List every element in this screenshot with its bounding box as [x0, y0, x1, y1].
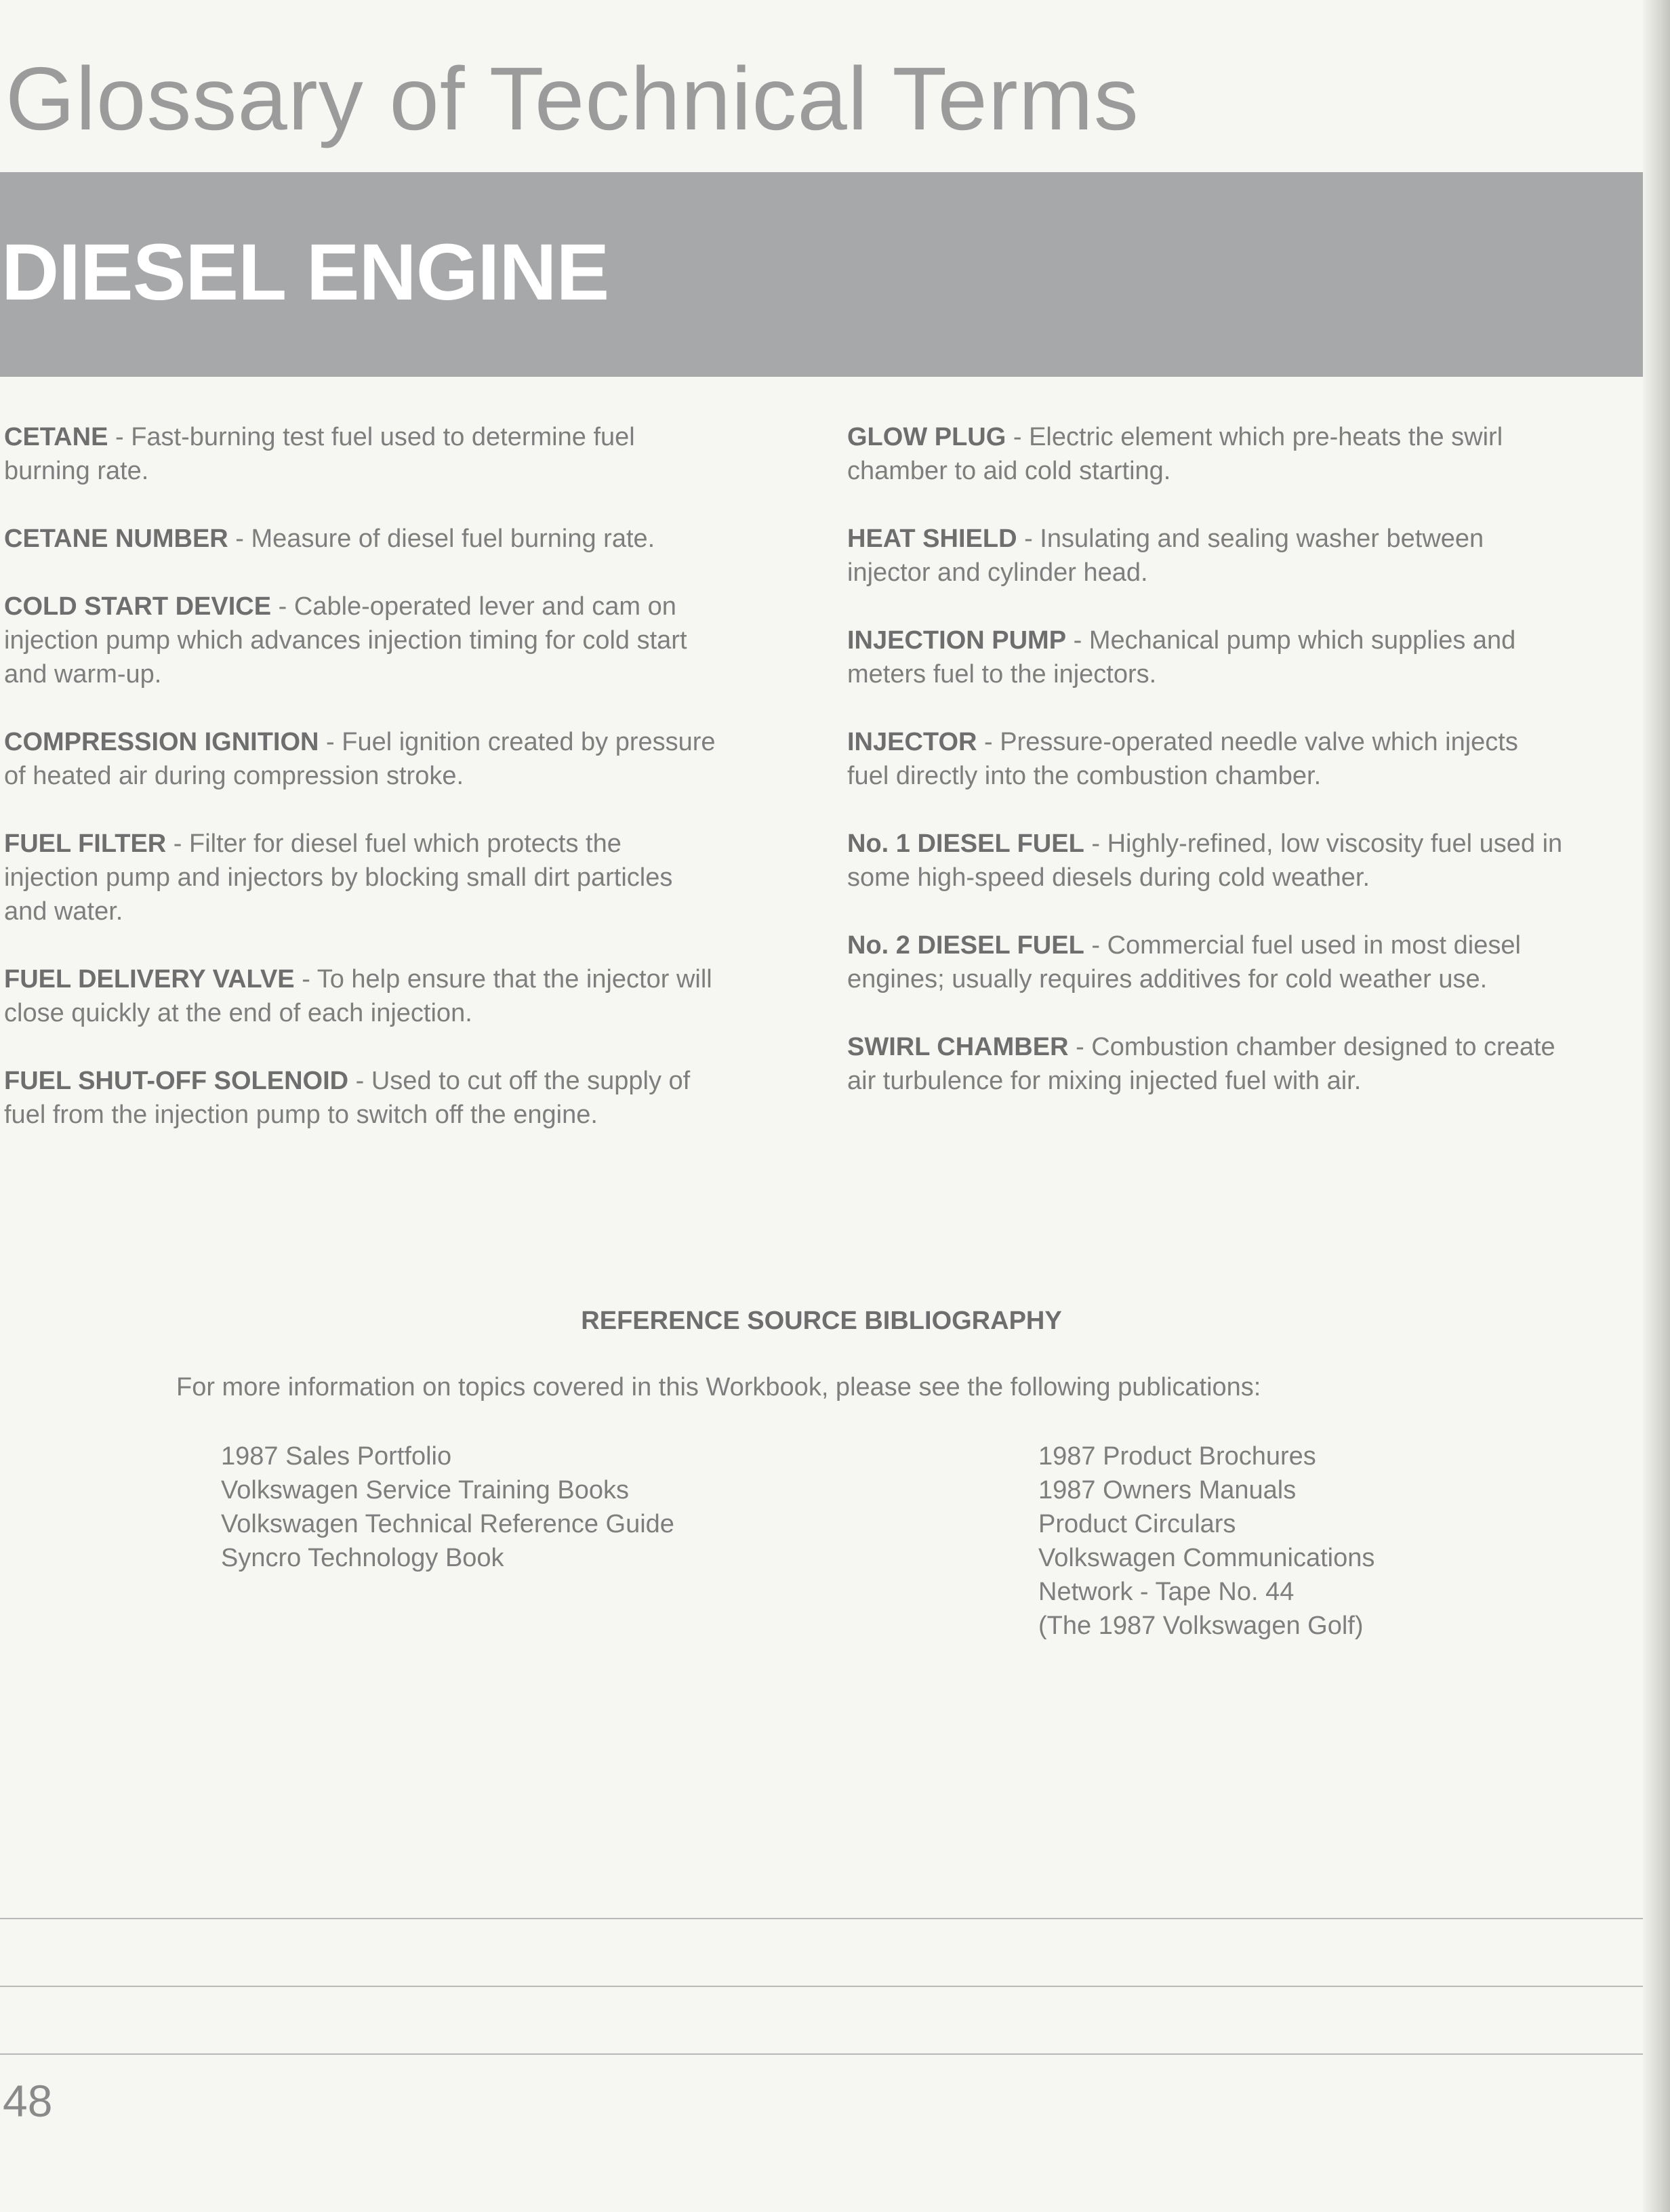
glossary-term: FUEL DELIVERY VALVE	[4, 965, 295, 994]
glossary-definition: - Insulating and sealing washer between injector and cylinder head.	[847, 525, 1484, 587]
glossary-entry	[847, 725, 1566, 793]
publication-item: 1987 Owners Manuals	[1038, 1476, 1297, 1504]
glossary-entry	[4, 522, 722, 556]
publication-item: 1987 Product Brochures	[1038, 1442, 1316, 1471]
glossary-definition: - Fast-burning test fuel used to determine fuel burning rate.	[4, 423, 635, 485]
page-number: 48	[3, 2076, 53, 2126]
glossary-definition: - Mechanical pump which supplies and meters fuel to the injectors.	[847, 626, 1516, 689]
publication-item: Product Circulars	[1038, 1510, 1236, 1538]
glossary-term: FUEL SHUT-OFF SOLENOID	[4, 1067, 349, 1095]
footer-rule	[0, 1986, 1643, 1987]
glossary-definition: - Combustion chamber designed to create air turbulence for mixing injected fuel with air.	[847, 1033, 1555, 1095]
glossary-term: No. 2 DIESEL FUEL	[847, 931, 1084, 960]
section-title: DIESEL ENGINE	[1, 228, 609, 317]
publication-item: 1987 Sales Portfolio	[221, 1442, 452, 1471]
publication-item: Volkswagen Communications	[1038, 1544, 1375, 1572]
publication-item: Syncro Technology Book	[221, 1544, 504, 1572]
glossary-entry	[847, 1030, 1566, 1098]
glossary-term: SWIRL CHAMBER	[847, 1033, 1069, 1061]
glossary-term: FUEL FILTER	[4, 830, 167, 858]
glossary-entry	[847, 928, 1566, 996]
glossary-definition: - Pressure-operated needle valve which injects fuel directly into the combustion chamber.	[847, 728, 1518, 790]
section-banner	[0, 172, 1643, 377]
glossary-term: COMPRESSION IGNITION	[4, 728, 319, 756]
footer-rule	[0, 2053, 1643, 2055]
glossary-definition: - Commercial fuel used in most diesel engines; usually requires additives for cold weather use.	[847, 931, 1521, 994]
glossary-term: COLD START DEVICE	[4, 592, 272, 621]
glossary-definition: - Fuel ignition created by pressure of heated air during compression stroke.	[4, 728, 716, 790]
glossary-entry	[4, 590, 722, 691]
glossary-definition: - Cable-operated lever and cam on injection pump which advances injection timing for cold start and warm-up.	[4, 592, 687, 689]
glossary-entry	[847, 522, 1566, 590]
glossary-term: CETANE	[4, 423, 108, 451]
page-binding-edge	[1643, 0, 1670, 2212]
footer-rule	[0, 1918, 1643, 1919]
glossary-entry	[4, 962, 722, 1030]
glossary-entry	[4, 1064, 722, 1132]
glossary-term: INJECTOR	[847, 728, 977, 756]
glossary-definition: - Filter for diesel fuel which protects the injection pump and injectors by blocking small dirt particles and water.	[4, 830, 673, 926]
glossary-definition: - Measure of diesel fuel burning rate.	[228, 525, 655, 553]
glossary-term: No. 1 DIESEL FUEL	[847, 830, 1084, 858]
glossary-term: HEAT SHIELD	[847, 525, 1017, 553]
glossary-entry	[4, 420, 722, 488]
publication-item: Volkswagen Technical Reference Guide	[221, 1510, 674, 1538]
glossary-term: INJECTION PUMP	[847, 626, 1067, 655]
glossary-term: GLOW PLUG	[847, 423, 1006, 451]
glossary-term: CETANE NUMBER	[4, 525, 228, 553]
glossary-definition: - Highly-refined, low viscosity fuel used in some high-speed diesels during cold weather.	[847, 830, 1563, 892]
glossary-definition: - To help ensure that the injector will close quickly at the end of each injection.	[4, 965, 712, 1027]
glossary-entry	[4, 827, 722, 928]
glossary-definition: - Used to cut off the supply of fuel from the injection pump to switch off the engine.	[4, 1067, 691, 1129]
bibliography-intro: For more information on topics covered in this Workbook, please see the following publications:	[176, 1373, 1261, 1401]
publication-list-right	[1038, 1439, 1374, 1643]
publication-item: Network - Tape No. 44	[1038, 1578, 1295, 1606]
glossary-left-column	[4, 420, 722, 1166]
glossary-entry	[847, 827, 1566, 895]
glossary-entry	[847, 623, 1566, 691]
glossary-right-column	[847, 420, 1566, 1132]
publication-item: (The 1987 Volkswagen Golf)	[1038, 1612, 1364, 1640]
publication-list-left	[221, 1439, 674, 1575]
glossary-entry	[4, 725, 722, 793]
page-title: Glossary of Technical Terms	[5, 49, 1139, 148]
glossary-entry	[847, 420, 1566, 488]
publication-item: Volkswagen Service Training Books	[221, 1476, 629, 1504]
bibliography-title: REFERENCE SOURCE BIBLIOGRAPHY	[581, 1307, 1062, 1335]
glossary-definition: - Electric element which pre-heats the swirl chamber to aid cold starting.	[847, 423, 1503, 485]
